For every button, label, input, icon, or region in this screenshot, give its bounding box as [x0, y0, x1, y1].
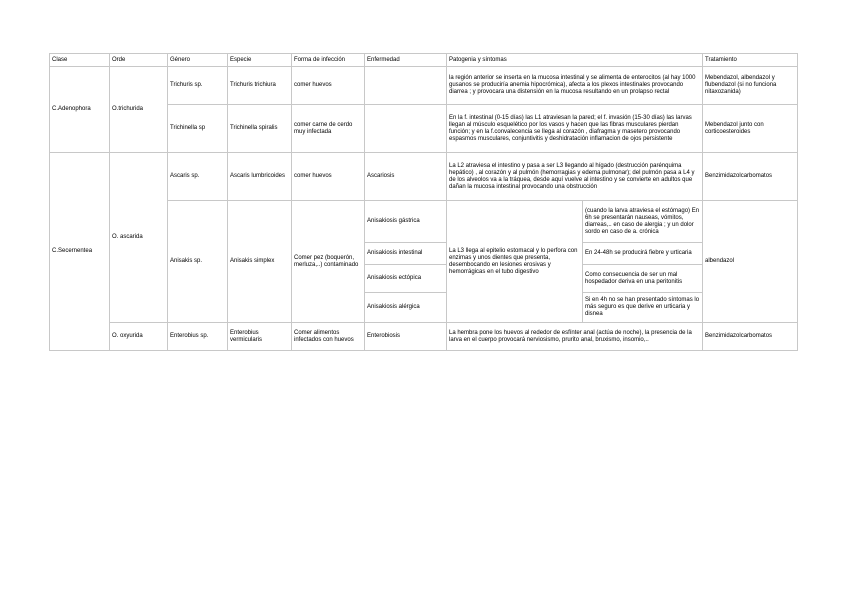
enfermedad-cell: Anisakiosis intestinal [365, 243, 447, 265]
header-tratamiento: Tratamiento [703, 54, 798, 67]
detalle-cell: (cuando la larva atraviesa el estómago) En 6h se presentarán nauseas, vómitos, diarreas,.. en caso de alergia ; y un dolor sordo en caso de a. crónica [583, 201, 703, 243]
table-row [50, 153, 798, 201]
tratamiento-cell: albendazol [703, 201, 798, 323]
especie-cell: Anisakis simplex [228, 201, 292, 323]
enfermedad-cell: Enterobiosis [365, 323, 447, 351]
clase-cell: C.Secernentea [50, 153, 110, 351]
table-row [50, 323, 798, 351]
enfermedad-cell: Anisakiosis alérgica [365, 293, 447, 323]
table-row [50, 67, 798, 105]
tratamiento-cell: Benzimidazolcarbomatos [703, 153, 798, 201]
orden-cell: O. ascarida [110, 153, 168, 323]
genero-cell: Enterobius sp. [168, 323, 228, 351]
enfermedad-cell: Ascariosis [365, 153, 447, 201]
forma-cell: comer huevos [292, 67, 365, 105]
header-especie: Especie [228, 54, 292, 67]
parasite-table [49, 53, 798, 351]
header-clase: Clase [50, 54, 110, 67]
especie-cell: Trichuris trichiura [228, 67, 292, 105]
clase-cell: C.Adenophora [50, 67, 110, 153]
genero-cell: Trichuris sp. [168, 67, 228, 105]
forma-cell: Comer pez (boquerón, merluza,..) contaminado [292, 201, 365, 323]
enfermedad-cell: Anisakiosis ectópica [365, 265, 447, 293]
detalle-cell: Como consecuencia de ser un mal hospedador deriva en una peritonitis [583, 265, 703, 293]
header-patogenia: Patogenia y síntomas [447, 54, 703, 67]
patogenia-cell: La L3 llega al epitelio estomacal y lo perfora con enzimas y unos dientes que presenta, desembocando en lesiones erosivas y hemorrágicas en el tubo digestivo [447, 201, 583, 323]
header-forma: Forma de infección [292, 54, 365, 67]
genero-cell: Trichinella sp [168, 105, 228, 153]
genero-cell: Ascaris sp. [168, 153, 228, 201]
enfermedad-cell: Anisakiosis gástrica [365, 201, 447, 243]
forma-cell: comer huevos [292, 153, 365, 201]
forma-cell: Comer alimentos infectados con huevos [292, 323, 365, 351]
patogenia-cell: En la f. intestinal (0-15 días) las L1 atraviesan la pared; el f. invasión (15-30 días) las larvas llegan al músculo esquelético por los vasos y hacen que las fibras musculares pierdan función; y en la f.convalecencia se llega al corazón , diafragma y masetero provocando espasmos musculares, conjuntivitis y deshidratación inflamacion de ojos persistente [447, 105, 703, 153]
patogenia-cell: la región anterior se inserta en la mucosa intestinal y se alimenta de enterocitos (al hay 1000 gusanos se produciría anemia hipocrómica), afecta a los plexos intestinales provocando diarrea ; y provocara una distensión en la mucosa resultando en un prolapso rectal [447, 67, 703, 105]
detalle-cell: Si en 4h no se han presentado síntomas lo más seguro es que derive en urticaria y disnea [583, 293, 703, 323]
detalle-cell: En 24-48h se producirá fiebre y urticaria [583, 243, 703, 265]
patogenia-cell: La hembra pone los huevos al rededor de esfínter anal (actúa de noche), la presencia de la larva en el cuerpo provocará nerviosismo, prurito anal, bruxismo, insomio,.. [447, 323, 703, 351]
patogenia-cell: La L2 atraviesa el intestino y pasa a ser L3 llegando al hígado (destrucción parénquima hepático) , al corazón y al pulmón (hemorragias y edema pulmonar); del pulmón pasa a L4 y de los alveolos va a la tráquea, desde aquí vuelve al intestino y se convierte en adultos que dañan la mucosa intestinal provocando una obstrucción [447, 153, 703, 201]
enfermedad-cell [365, 67, 447, 105]
orden-cell: O. oxyurida [110, 323, 168, 351]
header-genero: Género [168, 54, 228, 67]
header-enfermedad: Enfermedad [365, 54, 447, 67]
tratamiento-cell: Benzimidazolcarbomatos [703, 323, 798, 351]
especie-cell: Enterobius vermicularis [228, 323, 292, 351]
enfermedad-cell [365, 105, 447, 153]
orden-cell: O.trichurida [110, 67, 168, 153]
especie-cell: Ascaris lumbricoides [228, 153, 292, 201]
forma-cell: comer carne de cerdo muy infectada [292, 105, 365, 153]
header-orden: Orde [110, 54, 168, 67]
especie-cell: Trichinella spiralis [228, 105, 292, 153]
tratamiento-cell: Mebendazol junto con corticoesteroides [703, 105, 798, 153]
genero-cell: Anisakis sp. [168, 201, 228, 323]
tratamiento-cell: Mebendazol, albendazol y flubendazol (si no funciona nitaxozanida) [703, 67, 798, 105]
header-row [50, 54, 798, 67]
